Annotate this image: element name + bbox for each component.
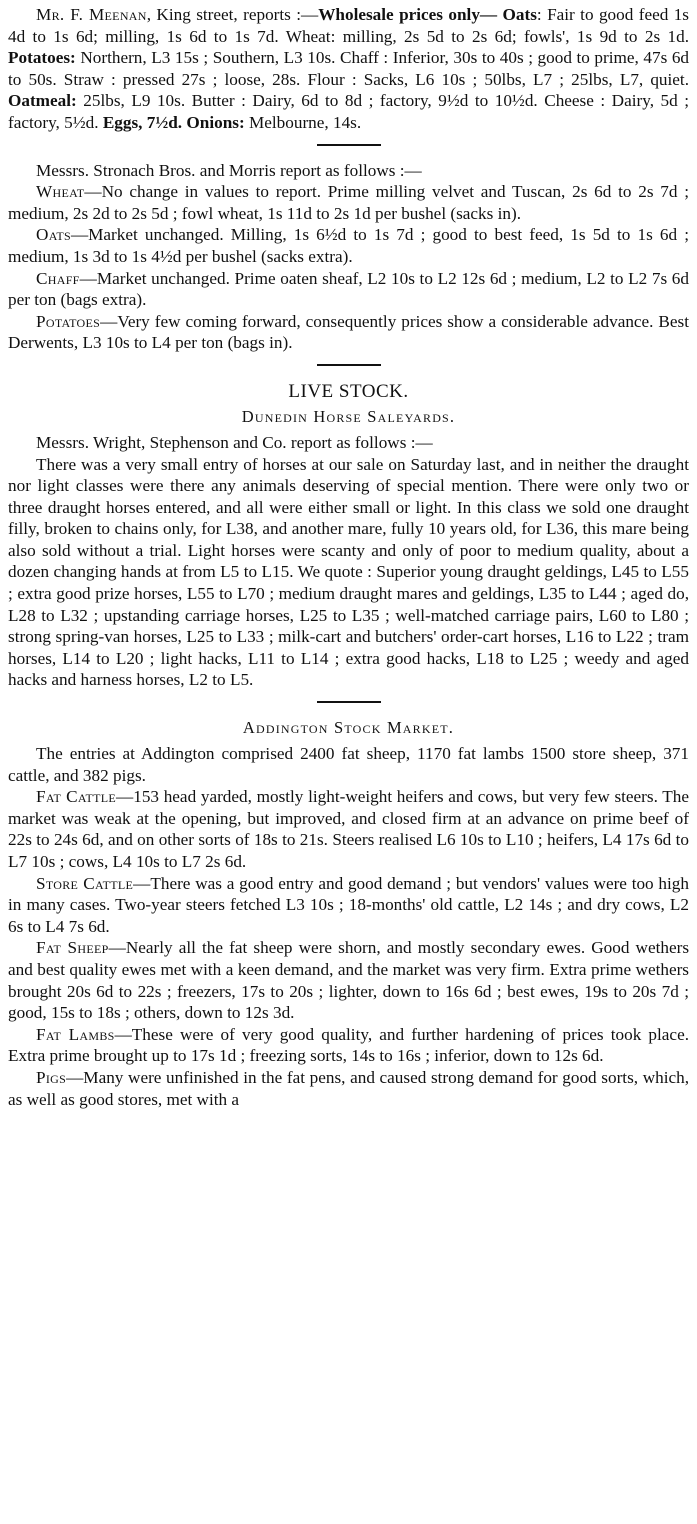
reporter-name: Mr. F. Meenan [36,5,147,24]
meenan-report: Mr. F. Meenan, King street, reports :—Wholesale prices only— Oats: Fair to good feed 1s 4d to 1s 6d; milling, 1s 6d to 1s 7d. Wheat: milling, 2s 5d to 2s 6d; fowls', 1s 9d to 2s 1d. Potatoes: Northern, L3 15s ; Southern, L3 10s. Chaff : Inferior, 30s to 40s ; good to prime, 47s 6d to 50s. Straw : pressed 27s ; loose, 28s. Flour : Sacks, L6 10s ; 50lbs, L7 ; 25lbs, L7, quiet. Oatmeal: 25lbs, L9 10s. Butter : Dairy, 6d to 8d ; factory, 9½d to 10½d. Cheese : Dairy, 5d ; factory, 5½d. Eggs, 7½d. Onions: Melbourne, 14s. [8,5,690,132]
dunedin-horse-saleyards-heading: Dunedin Horse Saleyards. [241,406,456,426]
addington-stock-market-heading: Addington Stock Market. [242,718,455,738]
potatoes-paragraph: Potatoes—Very few coming forward, consequently prices show a considerable advance. Best Derwents, L3 10s to L4 per ton (bags in). [8,311,689,353]
wright-stephenson-intro: Messrs. Wright, Stephenson and Co. report as follows :— [36,432,433,452]
fat-lambs-paragraph: Fat Lambs—These were of very good quality, and further hardening of prices took place. Extra prime brought up to 17s 1d ; freezing sorts, 14s to 16s ; inferior, down to 12s 6d. [8,1024,689,1066]
fat-sheep-paragraph: Fat Sheep—Nearly all the fat sheep were shorn, and mostly secondary ewes. Good wethers and best quality ewes met with a keen demand, and the market was very firm. Extra prime wethers brought 20s 6d to 22s ; freezers, 17s to 20s ; lighter, down to 16s 6d ; best ewes, 19s to 20s 7d ; good, 15s to 18s ; others, down to 12s 3d. [8,938,690,1023]
section-divider [317,144,381,146]
live-stock-heading: LIVE STOCK. [288,380,409,402]
pigs-paragraph: Pigs—Many were unfinished in the fat pens, and caused strong demand for good sorts, which, as well as good stores, met with a [8,1067,689,1109]
section-divider [317,364,381,366]
stronach-intro: Messrs. Stronach Bros. and Morris report as follows :— [36,160,422,180]
addington-intro: The entries at Addington comprised 2400 fat sheep, 1170 fat lambs 1500 store sheep, 371 cattle, and 382 pigs. [8,744,689,785]
horse-sale-report: There was a very small entry of horses at our sale on Saturday last, and in neither the draught nor light classes were there any animals deserving of special mention. There were only two or three draught horses entered, and all were either small or light. In this class we sold one draught filly, broken to chains only, for L38, and another mare, fully 10 years old, for L36, this mare being also sold without a trial. Light horses were scanty and only of poor to medium quality, about a dozen changing hands at from L5 to L15. We quote : Superior young draught geldings, L45 to L55 ; extra good prize horses, L55 to L70 ; medium draught mares and geldings, L35 to L44 ; aged do, L28 to L32 ; upstanding carriage horses, L25 to L35 ; well-matched carriage pairs, L60 to L80 ; strong spring-van horses, L25 to L33 ; milk-cart and butchers' order-cart horses, L16 to L22 ; tram horses, L14 to L20 ; light hacks, L11 to L14 ; extra good hacks, L18 to L25 ; weedy and aged hacks and harness horses, L2 to L5. [8,454,689,690]
wheat-paragraph: Wheat—No change in values to report. Prime milling velvet and Tuscan, 2s 6d to 2s 7d ; medium, 2s 2d to 2s 5d ; fowl wheat, 1s 11d to 2s 1d per bushel (sacks in). [8,182,689,223]
chaff-paragraph: Chaff—Market unchanged. Prime oaten sheaf, L2 10s to L2 12s 6d ; medium, L2 to L2 7s 6d per ton (bags extra). [8,268,689,310]
store-cattle-paragraph: Store Cattle—There was a good entry and good demand ; but vendors' values were too high in many cases. Two-year steers fetched L3 10s ; 18-months' old cattle, L2 14s ; and dry cows, L2 6s to L4 7s 6d. [8,873,689,936]
section-divider [317,701,381,703]
fat-cattle-paragraph: Fat Cattle—153 head yarded, mostly light-weight heifers and cows, but very few steers. The market was weak at the opening, but improved, and closed firm at an advance on prime beef of 22s to 24s 6d, and on other sorts of 18s to 21s. Steers realised L6 10s to L10 ; heifers, L4 17s 6d to L7 10s ; cows, L4 10s to L7 2s 6d. [8,787,689,871]
oats-paragraph: Oats—Market unchanged. Milling, 1s 6½d to 1s 7d ; good to best feed, 1s 5d to 1s 6d ; medium, 1s 3d to 1s 4½d per bushel (sacks extra). [8,225,689,266]
